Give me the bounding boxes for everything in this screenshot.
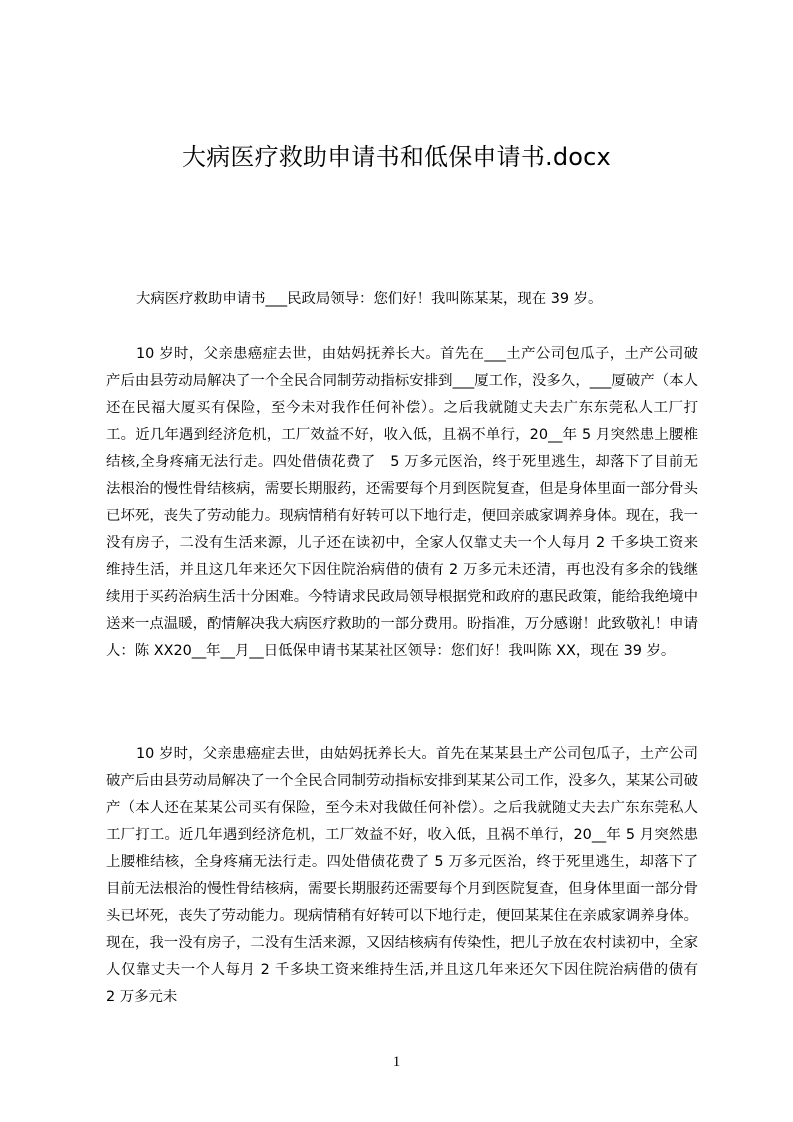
page-number: 1 bbox=[392, 1054, 401, 1070]
document-title: 大病医疗救助申请书和低保申请书.docx bbox=[182, 143, 611, 171]
paragraph-medical-aid-application: 10 岁时，父亲患癌症去世，由姑妈抚养长大。首先在___土产公司包瓜子，土产公司破产后由县劳动局解决了一个全民合同制劳动指标安排到___厦工作，没多久，___厦破产（本人还在民福大厦买有保险，至今未对我作任何补偿）。之后我就随丈夫去广东东莞私人工厂打工。近几年遇到经济危机，工厂效益不好，收入低，且祸不单行，20__年 5 月突然患上腰椎结核,全身疼痛无法行走。四处借债花费了 5 万多元医治，终于死里逃生，却落下了目前无法根治的慢性骨结核病，需要长期服药，还需要每个月到医院复查，但是身体里面一部分骨头已坏死，丧失了劳动能力。现病情稍有好转可以下地行走，便回亲戚家调养身体。现在，我一没有房子，二没有生活来源，儿子还在读初中，全家人仅靠丈夫一个人每月 2 千多块工资来维持生活，并且这几年来还欠下因住院治病借的债有 2 万多元未还清，再也没有多余的钱继续用于买药治病生活十分困难。今特请求民政局领导根据党和政府的惠民政策，能给我绝境中送来一点温暖，酌情解决我大病医疗救助的一部分费用。盼指准，万分感谢！此致敬礼！申请人：陈 XX20__年__月__日低保申请书某某社区领导：您们好！我叫陈 XX，现在 39 岁。 bbox=[106, 346, 698, 659]
paragraph-intro: 大病医疗救助申请书___民政局领导：您们好！我叫陈某某，现在 39 岁。 bbox=[136, 291, 603, 307]
paragraph-subsistence-allowance-application: 10 岁时，父亲患癌症去世，由姑妈抚养长大。首先在某某县土产公司包瓜子，土产公司破产后由县劳动局解决了一个全民合同制劳动指标安排到某某公司工作，没多久，某某公司破产（本人还在某某公司买有保险，至今未对我做任何补偿）。之后我就随丈夫去广东东莞私人工厂打工。近几年遇到经济危机，工厂效益不好，收入低，且祸不单行，20__年 5 月突然患上腰椎结核，全身疼痛无法行走。四处借债花费了 5 万多元医治，终于死里逃生，却落下了目前无法根治的慢性骨结核病，需要长期服药还需要每个月到医院复查，但身体里面一部分骨头已坏死，丧失了劳动能力。现病情稍有好转可以下地行走，便回某某住在亲戚家调养身体。现在，我一没有房子，二没有生活来源，又因结核病有传染性，把儿子放在农村读初中，全家人仅靠丈夫一个人每月 2 千多块工资来维持生活,并且这几年来还欠下因住院治病借的债有 2 万多元未 bbox=[106, 746, 713, 1005]
